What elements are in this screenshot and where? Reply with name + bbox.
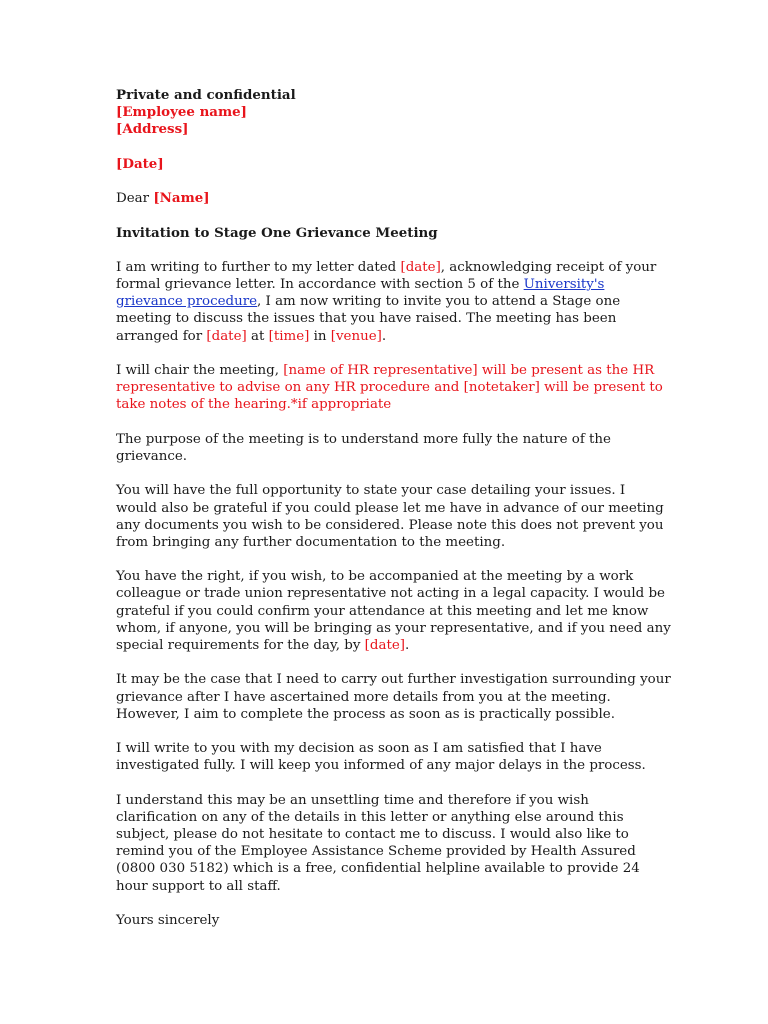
p5-text: You have the right, if you wish, to be accompanied at the meeting by a work: [116, 569, 634, 585]
p5-text: colleague or trade union representative not acting in a legal capacity. I would be: [116, 586, 665, 602]
p3-text: grievance.: [116, 448, 188, 464]
p4-text: would also be grateful if you could please let me have in advance of our meeting: [116, 500, 664, 516]
p8-text: hour support to all staff.: [116, 878, 281, 894]
p1-text: I am writing to further to my letter dated: [116, 259, 401, 275]
meeting-venue-placeholder: [venue]: [330, 328, 382, 344]
p6-text: It may be the case that I need to carry out further investigation surrounding your: [116, 672, 671, 688]
p1-text: arranged for: [116, 328, 207, 344]
paragraph-1: [116, 259, 661, 345]
reply-date-placeholder: [date]: [364, 638, 405, 653]
confidential-heading: Private and confidential: [116, 87, 296, 103]
address-placeholder: [Address]: [116, 121, 189, 138]
p4-text: You will have the full opportunity to state your case detailing your issues. I: [116, 483, 626, 499]
p5-text: whom, if anyone, you will be bringing as your representative, and if you need any: [116, 620, 671, 636]
meeting-date-placeholder: [date]: [206, 328, 247, 344]
salutation-name-placeholder: [Name]: [153, 190, 210, 207]
p1-text: .: [381, 328, 387, 344]
letter-body: [116, 87, 671, 929]
grievance-procedure-link[interactable]: grievance procedure: [116, 294, 258, 310]
p2-text: I will chair the meeting,: [116, 363, 284, 378]
p1-text: , acknowledging receipt of your: [440, 259, 657, 275]
salutation: [116, 190, 661, 207]
p7-text: investigated fully. I will keep you informed of any major delays in the process.: [116, 758, 646, 774]
hr-representative-placeholder: [name of HR representative] will be present as the HR: [283, 363, 655, 378]
paragraph-7: [116, 740, 661, 774]
p7-text: I will write to you with my decision as soon as I am satisfied that I have: [116, 741, 602, 757]
p8-text: subject, please do not hesitate to contact me to discuss. I would also like to: [116, 827, 629, 843]
meeting-time-placeholder: [time]: [268, 328, 310, 344]
p8-text: remind you of the Employee Assistance Scheme provided by Health Assured: [116, 844, 636, 860]
grievance-procedure-link[interactable]: University's: [523, 277, 605, 293]
paragraph-5: [116, 568, 671, 654]
p8-text: I understand this may be an unsettling time and therefore if you wish: [116, 792, 589, 808]
p1-text: , I am now writing to invite you to attend a Stage one: [257, 294, 621, 310]
paragraph-6: [116, 671, 671, 723]
p5-text: special requirements for the day, by: [116, 638, 365, 653]
employee-name-placeholder: [Employee name]: [116, 104, 248, 121]
p1-text: in: [309, 328, 331, 344]
paragraph-3: [116, 431, 661, 465]
paragraph-2: [116, 362, 661, 414]
date-placeholder: [Date]: [116, 155, 164, 172]
p5-text: .: [404, 638, 410, 653]
p4-text: any documents you wish to be considered. Please note this does not prevent you: [116, 517, 664, 533]
p8-text: (0800 030 5182) which is a free, confidential helpline available to provide 24: [116, 861, 640, 877]
paragraph-4: [116, 482, 664, 551]
p1-text: at: [246, 328, 269, 344]
p6-text: However, I aim to complete the process as soon as is practically possible.: [116, 706, 615, 722]
p3-text: The purpose of the meeting is to understand more fully the nature of the: [116, 431, 611, 447]
salutation-dear: Dear: [116, 191, 154, 207]
p1-text: meeting to discuss the issues that you have raised. The meeting has been: [116, 311, 617, 327]
p8-text: clarification on any of the details in this letter or anything else around this: [116, 809, 624, 825]
letter-date-placeholder: [date]: [400, 259, 441, 275]
p4-text: from bringing any further documentation to the meeting.: [116, 534, 506, 550]
notetaker-placeholder: representative to advise on any HR procedure and [notetaker] will be present to: [116, 380, 663, 396]
paragraph-8: [116, 792, 661, 895]
p5-text: grateful if you could confirm your attendance at this meeting and let me know: [116, 603, 649, 619]
letter-subject: Invitation to Stage One Grievance Meeting: [116, 224, 438, 241]
closing-signoff: Yours sincerely: [116, 913, 220, 928]
p1-text: formal grievance letter. In accordance with section 5 of the: [116, 277, 524, 293]
hearing-notes-placeholder: take notes of the hearing.*if appropriate: [116, 397, 392, 413]
p6-text: grievance after I have ascertained more details from you at the meeting.: [116, 689, 611, 705]
